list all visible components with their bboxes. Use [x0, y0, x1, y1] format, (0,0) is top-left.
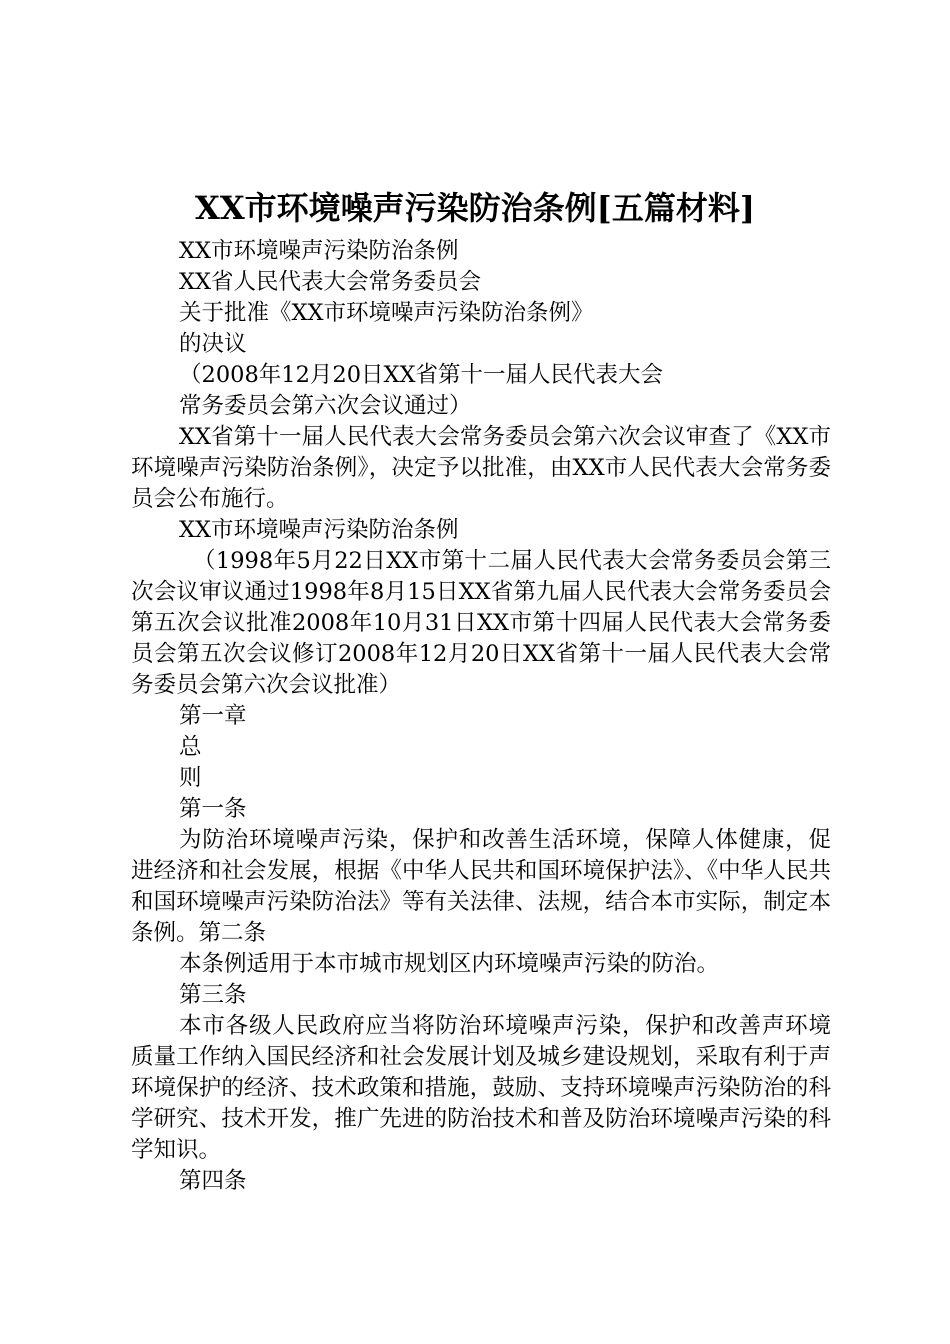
paragraph-adoption-date-line1: （2008年12月20日XX省第十一届人民代表大会: [179, 362, 664, 388]
article-3-text: 本市各级人民政府应当将防治环境噪声污染，保护和改善声环境质量工作纳入国民经济和社会发展计划及城乡建设规划，采取有利于声环境保护的经济、技术政策和措施，鼓励、支持环境噪声污染防治的科学研究、技术开发，推广先进的防治技术和普及防治环境噪声污染的科学知识。: [131, 1013, 831, 1163]
document-body: [131, 236, 831, 1197]
paragraph-regulation-name: XX市环境噪声污染防治条例: [179, 238, 459, 264]
article-1-text: 为防治环境噪声污染，保护和改善生活环境，保障人体健康，促进经济和社会发展，根据《中华人民共和国环境保护法》、《中华人民共和国环境噪声污染防治法》等有关法律、法规，结合本市实际，制定本条例。第二条: [131, 827, 831, 946]
paragraph-regulation-title: XX市环境噪声污染防治条例: [179, 517, 459, 543]
chapter-title-part2: 则: [179, 765, 202, 791]
article-1-heading: 第一条: [179, 796, 247, 822]
chapter-heading: 第一章: [179, 703, 247, 729]
paragraph-adoption-date-line2: 常务委员会第六次会议通过）: [179, 393, 472, 419]
paragraph-approval-heading: 关于批准《XX市环境噪声污染防治条例》: [179, 300, 594, 326]
article-2-text: 本条例适用于本市城市规划区内环境噪声污染的防治。: [179, 951, 720, 977]
paragraph-resolution-word: 的决议: [179, 331, 247, 357]
chapter-title-part1: 总: [179, 734, 202, 760]
article-4-heading: 第四条: [179, 1168, 247, 1194]
article-3-heading: 第三条: [179, 982, 247, 1008]
paragraph-approval-statement: XX省第十一届人民代表大会常务委员会第六次会议审查了《XX市环境噪声污染防治条例》，决定予以批准，由XX市人民代表大会常务委员会公布施行。: [131, 424, 831, 512]
paragraph-revision-history: （1998年5月22日XX市第十二届人民代表大会常务委员会第三次会议审议通过1998年8月15日XX省第九届人民代表大会常务委员会第五次会议批准2008年10月31日XX市第十四届人民代表大会常务委员会第五次会议修订2008年12月20日XX省第十一届人民代表大会常务委员会第六次会议批准）: [131, 548, 831, 698]
document-title: XX市环境噪声污染防治条例[五篇材料]: [195, 189, 755, 227]
paragraph-committee-name: XX省人民代表大会常务委员会: [179, 269, 482, 295]
